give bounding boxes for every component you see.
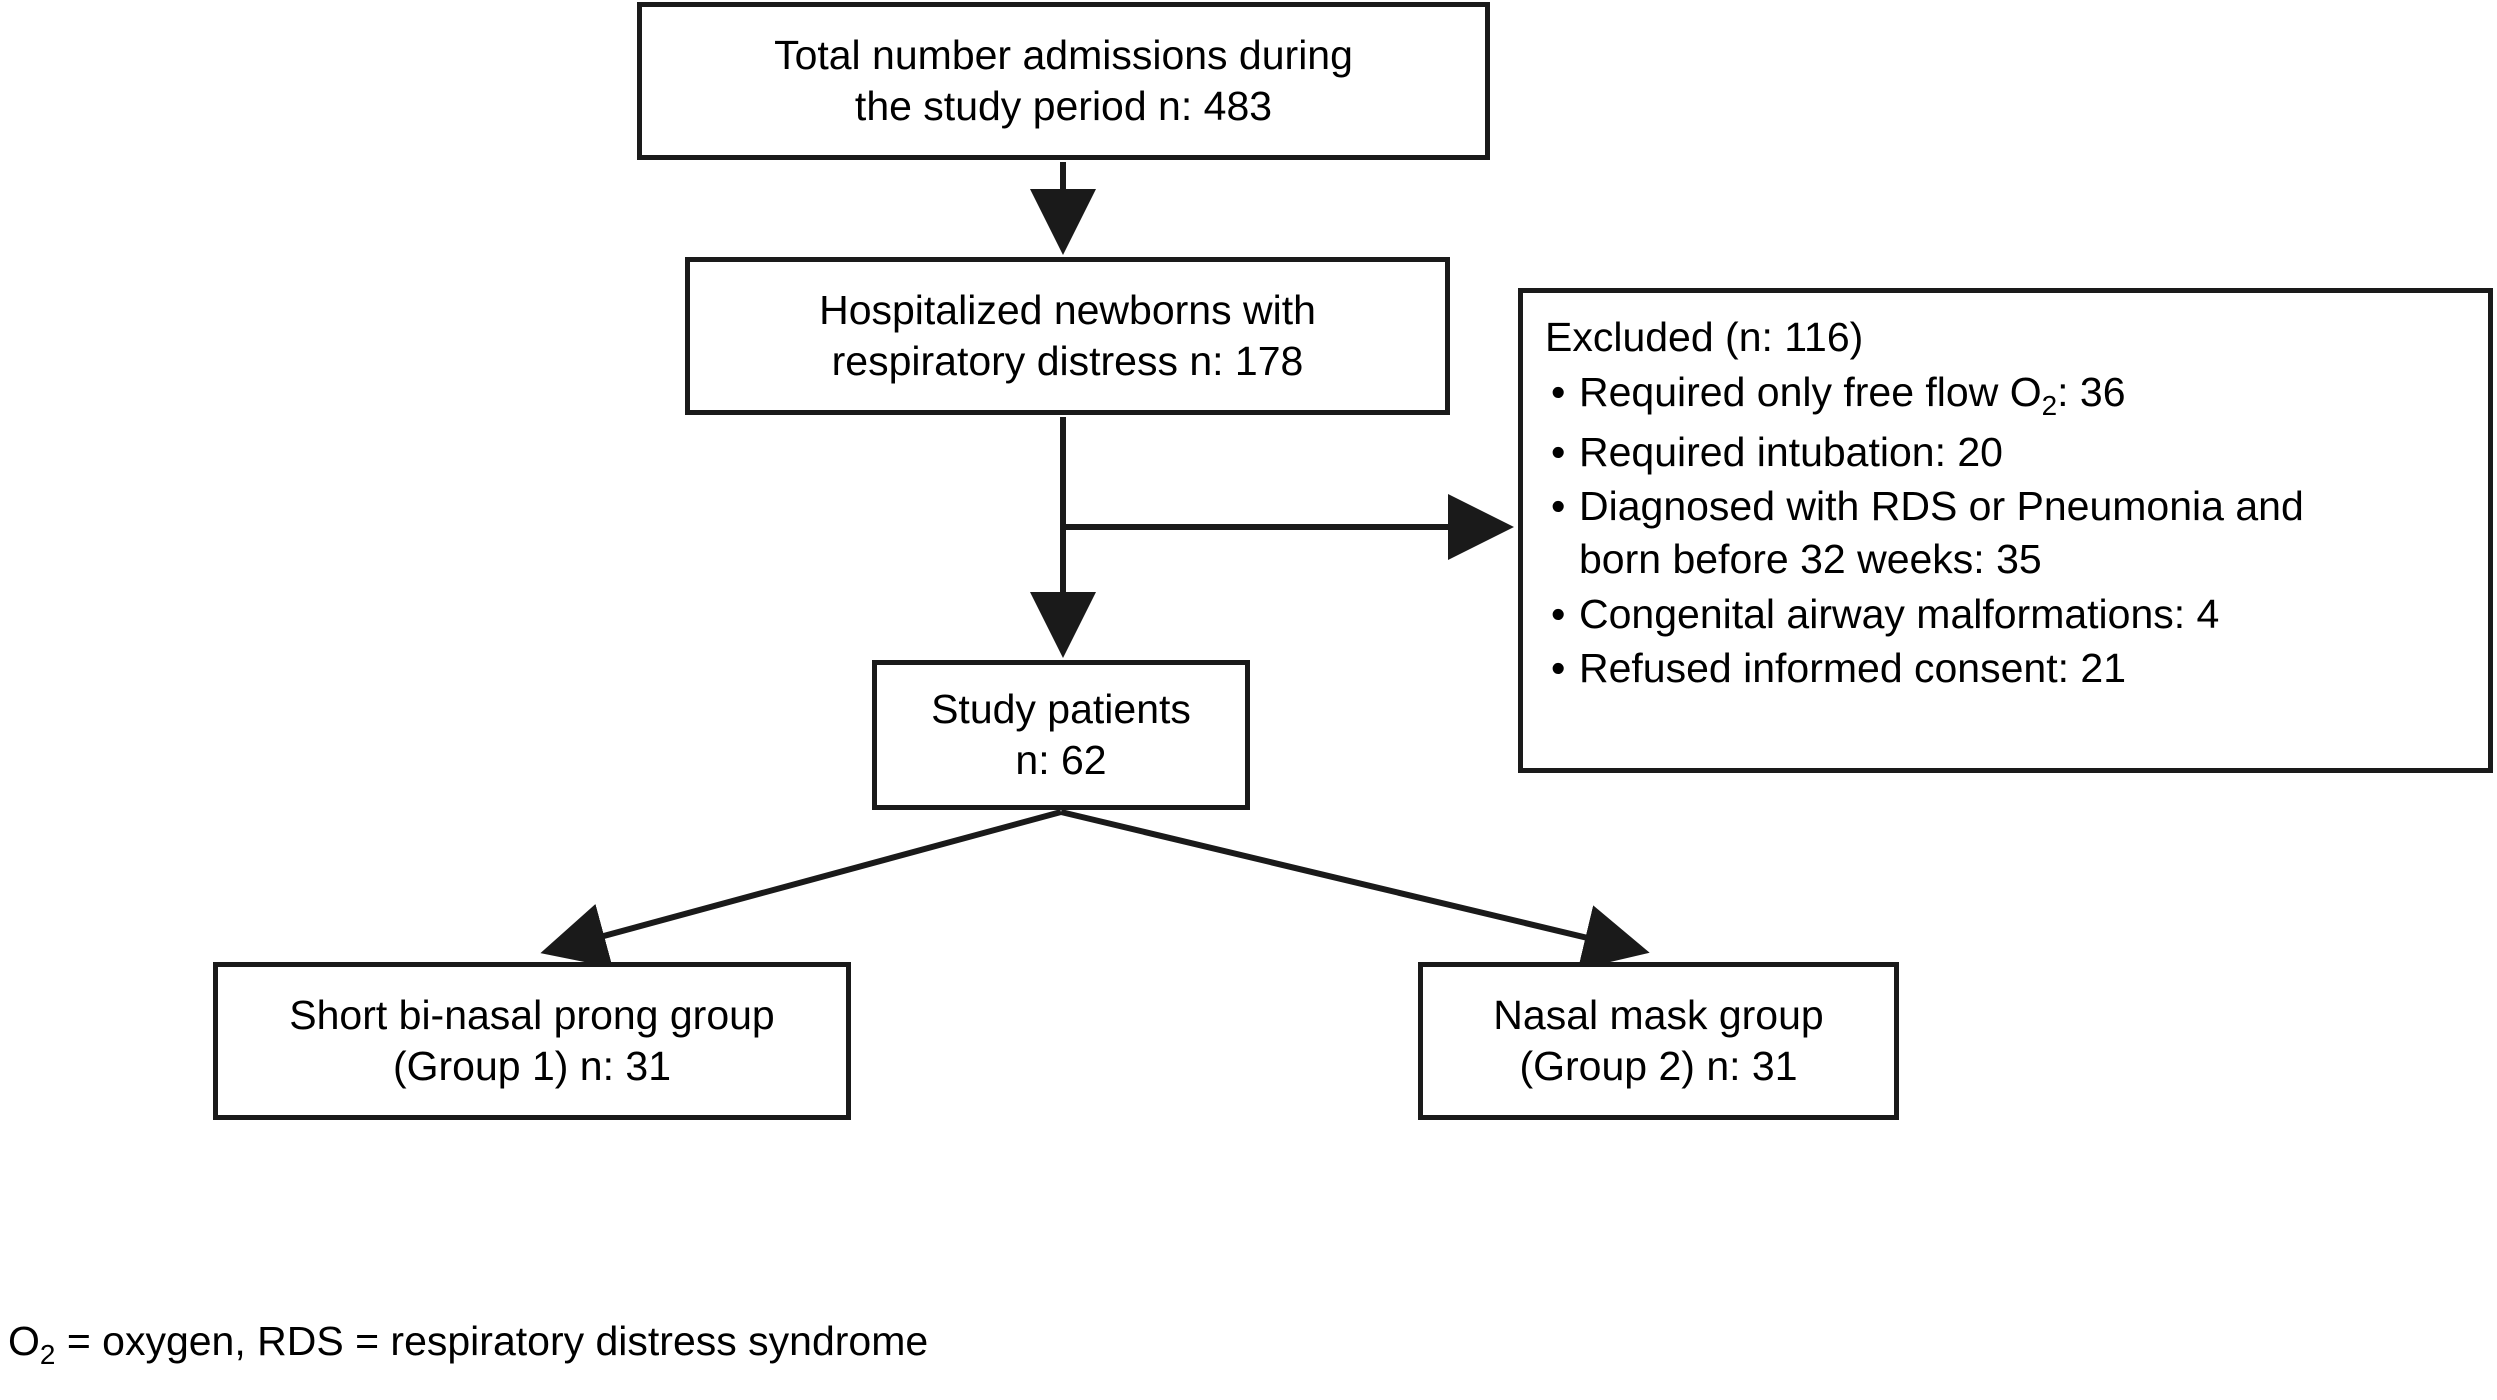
node-hospitalized-newborns-line2: respiratory distress n: 178 <box>831 338 1304 384</box>
excluded-reason-2-line1: • Diagnosed with RDS or Pneumonia and <box>1579 483 2304 530</box>
node-total-admissions-line1: Total number admissions during <box>774 31 1353 78</box>
footnote-post: = oxygen, RDS = respiratory distress syndrome <box>55 1318 929 1364</box>
node-total-admissions-line2: the study period n: 483 <box>854 83 1273 129</box>
excluded-reason-0-pre: Required only free flow O <box>1579 369 2042 416</box>
edge-study-to-group1 <box>552 812 1061 950</box>
excluded-reason-list <box>1545 366 2466 695</box>
node-group1-short-binasal-prong <box>213 962 851 1120</box>
excluded-reason-item <box>1545 366 2466 424</box>
excluded-reason-item: • Congenital airway malformations: 4 <box>1545 588 2466 641</box>
excluded-reason-item <box>1545 480 2466 587</box>
excluded-title: Excluded (n: 116) <box>1545 314 1864 360</box>
excluded-reason-0-subscript: 2 <box>2041 390 2058 422</box>
node-excluded <box>1518 288 2493 773</box>
node-group2-line1: Nasal mask group <box>1493 991 1824 1038</box>
node-hospitalized-newborns <box>685 257 1450 415</box>
footnote-pre: O <box>8 1318 40 1364</box>
node-group2-nasal-mask <box>1418 962 1899 1120</box>
excluded-reason-0-post: : 36 <box>2057 369 2126 416</box>
node-hospitalized-newborns-line1: Hospitalized newborns with <box>819 286 1316 333</box>
node-group1-line2: (Group 1) n: 31 <box>392 1043 671 1089</box>
node-total-admissions <box>637 2 1490 160</box>
node-study-patients <box>872 660 1250 810</box>
figure-footnote <box>8 1318 928 1371</box>
excluded-reason-item: • Required intubation: 20 <box>1545 426 2466 479</box>
node-group1-line1: Short bi-nasal prong group <box>289 991 775 1038</box>
excluded-reason-item: • Refused informed consent: 21 <box>1545 642 2466 695</box>
node-study-patients-line2: n: 62 <box>1015 737 1107 783</box>
node-group2-line2: (Group 2) n: 31 <box>1519 1043 1798 1089</box>
edge-study-to-group2 <box>1061 812 1638 950</box>
footnote-subscript: 2 <box>39 1339 56 1371</box>
excluded-reason-2-line2: born before 32 weeks: 35 <box>1579 536 2042 583</box>
node-study-patients-line1: Study patients <box>931 685 1191 732</box>
